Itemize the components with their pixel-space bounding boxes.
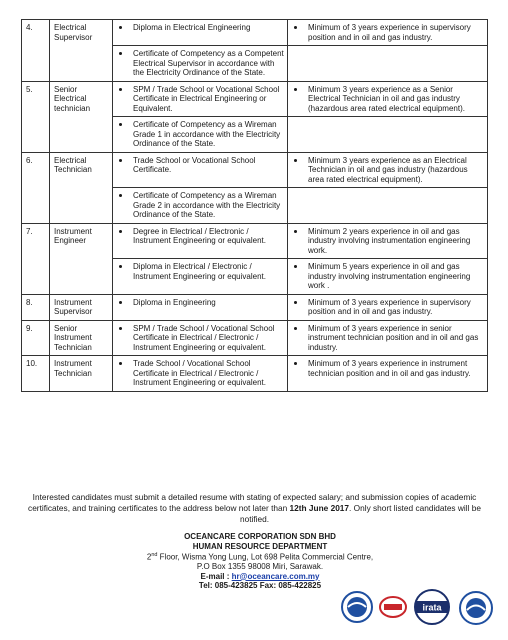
qualification-cell [113,46,288,82]
bullet-icon [119,123,122,126]
qualification-text: Trade School / Vocational School Certificate in Electrical / Electronic / Instrument Engineering or equivalent. [133,359,266,387]
experience-cell [288,259,488,295]
email-label: E-mail : [200,571,232,581]
qualification-cell [113,152,288,188]
qualification-cell [113,294,288,320]
experience-cell [288,81,488,117]
table-body [22,20,488,392]
experience-text: Minimum of 3 years experience in supervisory position and in oil and gas industry. [308,297,471,316]
department-name: HUMAN RESOURCE DEPARTMENT [192,541,328,551]
position-title: Instrument Engineer [50,223,113,294]
table-row [22,81,488,117]
experience-text: Minimum 2 years experience in oil and gas industry involving instrumentation engineering work. [308,226,471,255]
row-number: 4. [22,20,50,82]
table-row [22,152,488,188]
bullet-icon [294,159,297,162]
bullet-icon [294,230,297,233]
table-row [22,356,488,392]
address-floor: 2 [146,552,152,562]
qualification-text: Diploma in Electrical / Electronic / Instrument Engineering or equivalent. [133,262,266,281]
company-contact-block [110,532,410,591]
experience-text: Minimum of 3 years experience in instrument technician position and in oil and gas industry. [308,359,471,378]
table-row [22,223,488,259]
phone-fax-line: Tel: 085-423825 Fax: 085-422825 [198,581,322,591]
row-number: 5. [22,81,50,152]
address-street: Floor, Wisma Yong Lung, Lot 698 Pelita Commercial Centre, [157,552,374,562]
qualification-cell [113,320,288,356]
experience-text: Minimum 5 years experience in oil and gas industry involving instrumentation engineering work . [308,262,471,290]
experience-text: Minimum 3 years experience as an Electrical Technician in oil and gas industry (hazardous area rated electrical equipment). [308,155,468,184]
bullet-icon [119,301,122,304]
bullet-icon [294,301,297,304]
email-link[interactable]: hr@oceancare.com.my [231,571,320,581]
row-number: 10. [22,356,50,392]
bullet-icon [119,194,122,197]
qualification-cell [113,117,288,153]
qualification-cell [113,20,288,46]
qualification-text: Degree in Electrical / Electronic / Instrument Engineering or equivalent. [133,226,266,245]
qualification-text: Diploma in Engineering [133,297,216,307]
experience-text: Minimum of 3 years experience in senior instrument technician position and in oil and gas industry. [308,323,479,352]
row-number: 9. [22,320,50,356]
experience-cell [288,46,488,82]
experience-cell [288,117,488,153]
bullet-icon [119,159,122,162]
position-title: Senior Electrical technician [50,81,113,152]
note-part2: . Only short listed candidates will be notified. [239,503,481,524]
bullet-icon [294,26,297,29]
job-requirements-table [21,19,488,392]
position-title: Instrument Technician [50,356,113,392]
experience-cell [288,223,488,259]
position-title: Electrical Technician [50,152,113,223]
irata-logo-text: irata [422,602,442,613]
qualification-text: Trade School or Vocational School Certificate. [133,155,256,174]
experience-cell [288,188,488,224]
qualification-text: SPM / Trade School or Vocational School Certificate in Electrical Engineering or Equivalent. [133,84,280,113]
experience-cell [288,320,488,356]
application-instructions [21,492,488,525]
experience-text: Minimum of 3 years experience in supervisory position and in oil and gas industry. [308,23,471,42]
qualification-cell [113,356,288,392]
qualification-cell [113,81,288,117]
row-number: 6. [22,152,50,223]
email-line [110,572,410,582]
bullet-icon [119,52,122,55]
bullet-icon [119,230,122,233]
bullet-icon [119,327,122,330]
certification-badge-2-icon [378,594,408,620]
certification-badge-4-icon [458,590,494,626]
row-number: 7. [22,223,50,294]
qualification-text: Diploma in Electrical Engineering [133,23,251,32]
note-part1: Interested candidates must submit a detailed resume with stating of expected salary; and submission copies of academic certificates, and training certificates to the address below not later than [28,492,477,513]
address-sup: nd [151,552,158,558]
deadline-date: 12th June 2017 [289,503,350,513]
experience-text: Minimum 3 years experience as a Senior Electrical Technician in oil and gas industry (hazardous area rated electrical equipment). [308,84,465,113]
qualification-cell [113,188,288,224]
position-title: Electrical Supervisor [50,20,113,82]
qualification-cell [113,259,288,295]
experience-cell [288,356,488,392]
irata-logo-icon [412,588,452,626]
bullet-icon [294,88,297,91]
bullet-icon [119,265,122,268]
address-line-2: P.O Box 1355 98008 Miri, Sarawak. [196,562,324,572]
experience-cell [288,294,488,320]
company-name: OCEANCARE CORPORATION SDN BHD [184,532,336,541]
experience-cell [288,152,488,188]
bullet-icon [294,327,297,330]
qualification-cell [113,223,288,259]
position-title: Instrument Supervisor [50,294,113,320]
bullet-icon [119,88,122,91]
table-row [22,20,488,46]
qualification-text: Certificate of Competency as a Wireman Grade 2 in accordance with the Electricity Ordinance of the State. [133,191,281,219]
bullet-icon [294,265,297,268]
experience-cell [288,20,488,46]
bullet-icon [119,362,122,365]
bullet-icon [294,362,297,365]
table-row [22,320,488,356]
bullet-icon [119,26,122,29]
table-row [22,294,488,320]
position-title: Senior Instrument Technician [50,320,113,356]
row-number: 8. [22,294,50,320]
qualification-text: SPM / Trade School / Vocational School Certificate in Electrical / Electronic / Instrument Engineering or equivalent. [133,323,275,352]
certification-badge-1-icon [340,590,374,624]
qualification-text: Certificate of Competency as a Competent Electrical Supervisor in accordance with the Electricity Ordinance of the State. [133,49,284,77]
address-line-1 [110,551,410,562]
qualification-text: Certificate of Competency as a Wireman Grade 1 in accordance with the Electricity Ordinance of the State. [133,120,281,148]
certification-logos [340,590,500,632]
